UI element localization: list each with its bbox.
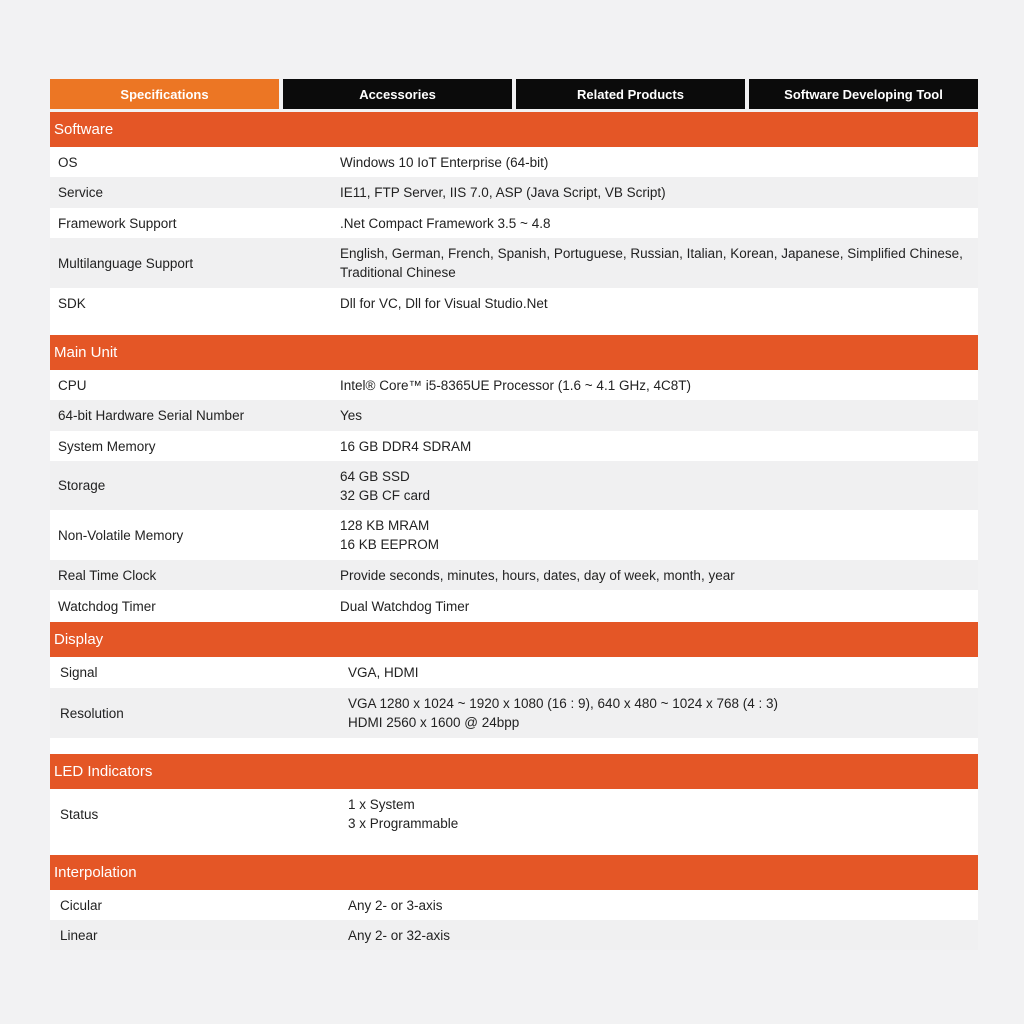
spec-value-line: Traditional Chinese bbox=[340, 265, 456, 280]
spec-label: Signal bbox=[50, 657, 334, 688]
spec-label: Service bbox=[50, 177, 332, 208]
spec-table-software bbox=[50, 147, 978, 319]
spec-value-line: Windows 10 IoT Enterprise (64-bit) bbox=[340, 154, 549, 170]
spec-row bbox=[50, 288, 978, 319]
spec-label: Storage bbox=[50, 461, 332, 510]
spec-row bbox=[50, 431, 978, 461]
spec-label: Framework Support bbox=[50, 208, 332, 238]
spec-value bbox=[332, 560, 978, 590]
spec-value-line: Any 2- or 32-axis bbox=[348, 927, 451, 943]
spec-row bbox=[50, 688, 978, 738]
spec-row bbox=[50, 920, 978, 950]
spec-value-line: HDMI 2560 x 1600 @ 24bpp bbox=[348, 715, 520, 730]
tab-software-developing-tool[interactable]: Software Developing Tool bbox=[749, 79, 978, 109]
spec-page bbox=[50, 79, 978, 950]
spec-value-line: English, German, French, Spanish, Portuguese, Russian, Italian, Korean, Japanese, Simplified Chinese, bbox=[340, 246, 963, 261]
spec-value bbox=[332, 238, 978, 288]
spec-value-line: VGA 1280 x 1024 ~ 1920 x 1080 (16 : 9), 640 x 480 ~ 1024 x 768 (4 : 3) bbox=[348, 696, 779, 711]
spec-value-line: Any 2- or 3-axis bbox=[348, 897, 443, 913]
section-spacer bbox=[50, 839, 978, 855]
spec-row bbox=[50, 177, 978, 208]
spec-row bbox=[50, 238, 978, 288]
spec-value-line: 128 KB MRAM bbox=[340, 518, 430, 533]
spec-value-line: Intel® Core™ i5-8365UE Processor (1.6 ~ 4.1 GHz, 4C8T) bbox=[340, 377, 691, 393]
spec-value bbox=[332, 147, 978, 177]
spec-label: Multilanguage Support bbox=[50, 238, 332, 288]
spec-value bbox=[332, 177, 978, 208]
spec-label: Resolution bbox=[50, 688, 334, 738]
spec-value-line: 16 KB EEPROM bbox=[340, 537, 440, 552]
spec-label: Status bbox=[50, 789, 334, 839]
section-header-software: Software bbox=[50, 112, 978, 147]
spec-row bbox=[50, 590, 978, 622]
spec-label: Watchdog Timer bbox=[50, 590, 332, 622]
tab-specifications[interactable]: Specifications bbox=[50, 79, 279, 109]
spec-row bbox=[50, 461, 978, 510]
spec-value-line: IE11, FTP Server, IIS 7.0, ASP (Java Script, VB Script) bbox=[340, 185, 666, 200]
tab-accessories[interactable]: Accessories bbox=[283, 79, 512, 109]
spec-value-line: 1 x System bbox=[348, 797, 415, 812]
section-header-main-unit: Main Unit bbox=[50, 335, 978, 370]
spec-label: Linear bbox=[50, 920, 334, 950]
spec-value bbox=[334, 789, 978, 839]
spec-value bbox=[334, 890, 978, 920]
spec-value-line: .Net Compact Framework 3.5 ~ 4.8 bbox=[340, 215, 551, 231]
spec-row bbox=[50, 370, 978, 400]
spec-value bbox=[334, 657, 978, 688]
spec-label: CPU bbox=[50, 370, 332, 400]
spec-label: Cicular bbox=[50, 890, 334, 920]
spec-value-line: 32 GB CF card bbox=[340, 487, 431, 503]
spec-row bbox=[50, 208, 978, 238]
spec-value bbox=[334, 688, 978, 738]
section-header-display: Display bbox=[50, 622, 978, 657]
spec-value-line: Dll for VC, Dll for Visual Studio.Net bbox=[340, 296, 548, 311]
spec-value-line: Yes bbox=[340, 408, 363, 423]
spec-row bbox=[50, 147, 978, 177]
spec-value bbox=[332, 590, 978, 622]
spec-value-line: VGA, HDMI bbox=[348, 665, 419, 680]
spec-value bbox=[332, 431, 978, 461]
spec-sheet bbox=[50, 112, 978, 950]
spec-label: OS bbox=[50, 147, 332, 177]
spec-row bbox=[50, 510, 978, 560]
spec-row bbox=[50, 560, 978, 590]
spec-table-main-unit bbox=[50, 370, 978, 622]
spec-value-line: 64 GB SSD bbox=[340, 468, 410, 484]
spec-value-line: 3 x Programmable bbox=[348, 816, 459, 831]
spec-row bbox=[50, 657, 978, 688]
spec-value-line: Dual Watchdog Timer bbox=[340, 598, 470, 614]
spec-label: Real Time Clock bbox=[50, 560, 332, 590]
tab-bar bbox=[50, 79, 978, 109]
spec-label: 64-bit Hardware Serial Number bbox=[50, 400, 332, 431]
section-spacer bbox=[50, 738, 978, 754]
section-header-interpolation: Interpolation bbox=[50, 855, 978, 890]
spec-table-led-indicators bbox=[50, 789, 978, 839]
section-spacer bbox=[50, 319, 978, 335]
section-header-led-indicators: LED Indicators bbox=[50, 754, 978, 789]
spec-row bbox=[50, 789, 978, 839]
spec-value bbox=[332, 510, 978, 560]
spec-row bbox=[50, 400, 978, 431]
spec-row bbox=[50, 890, 978, 920]
spec-value bbox=[332, 400, 978, 431]
spec-table-display bbox=[50, 657, 978, 738]
tab-related-products[interactable]: Related Products bbox=[516, 79, 745, 109]
spec-value bbox=[332, 288, 978, 319]
spec-value bbox=[332, 461, 978, 510]
spec-table-interpolation bbox=[50, 890, 978, 950]
spec-value-line: Provide seconds, minutes, hours, dates, day of week, month, year bbox=[340, 567, 735, 583]
spec-value bbox=[334, 920, 978, 950]
spec-value-line: 16 GB DDR4 SDRAM bbox=[340, 438, 472, 454]
spec-value bbox=[332, 208, 978, 238]
spec-label: Non-Volatile Memory bbox=[50, 510, 332, 560]
spec-value bbox=[332, 370, 978, 400]
spec-label: SDK bbox=[50, 288, 332, 319]
spec-label: System Memory bbox=[50, 431, 332, 461]
